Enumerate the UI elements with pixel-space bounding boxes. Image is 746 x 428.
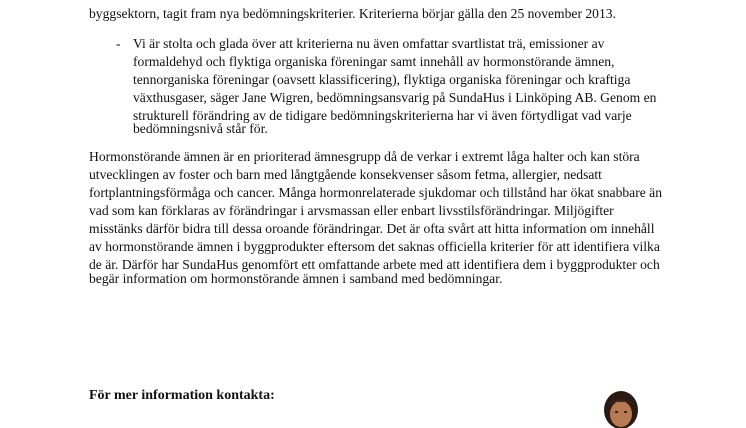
body-line: begär information om hormonstörande ämnen i samband med bedömningar. [89,271,503,286]
body-line: Hormonstörande ämnen är en prioriterad ämnesgrupp då de verkar i extremt låga halter och kan störa [89,149,640,164]
person-icon [598,388,644,428]
contact-heading: För mer information kontakta: [89,388,275,403]
quote-line: formaldehyd och flyktiga organiska föreningar samt innehåll av hormonstörande ämnen, [133,54,615,69]
bullet-dash: - [116,36,121,51]
body-line: vad som kan förklaras av förändringar i arvsmassan eller enbart livsstilsförändringar. Miljögifter [89,203,614,218]
body-line: misstänks därför bidra till dessa oroande förändringar. Det är ofta svårt att hitta information om innehåll [89,221,655,236]
body-line: de är. Därför har SundaHus genomfört ett omfattande arbete med att identifiera dem i byggprodukter och [89,257,660,272]
body-line: utvecklingen av foster och barn med långtgående konsekvenser såsom fetma, allergier, nedsatt [89,167,602,182]
body-line: av hormonstörande ämnen i byggprodukter eftersom det saknas officiella kriterier för att identifiera vilka [89,239,660,254]
quote-line: strukturell förändring av de tidigare bedömningskriterierna har vi även förtydligat vad varje [133,108,632,123]
quote-line: tennorganiska föreningar (oavsett klassificering), flyktiga organiska föreningar och kraftiga [133,72,631,87]
quote-line: Vi är stolta och glada över att kriterierna nu även omfattar svartlistat trä, emissioner av [133,36,605,51]
intro-line: byggsektorn, tagit fram nya bedömningskriterier. Kriterierna börjar gälla den 25 november 2013. [89,6,616,21]
body-line: fortplantningsförmåga och cancer. Många hormonrelaterade sjukdomar och tillstånd har ökat snabbare än [89,185,662,200]
quote-line: växthusgaser, säger Jane Wigren, bedömningsansvarig på SundaHus i Linköping AB. Genom en [133,90,657,105]
contact-photo [598,388,644,428]
quote-line: bedömningsnivå står för. [133,121,268,136]
